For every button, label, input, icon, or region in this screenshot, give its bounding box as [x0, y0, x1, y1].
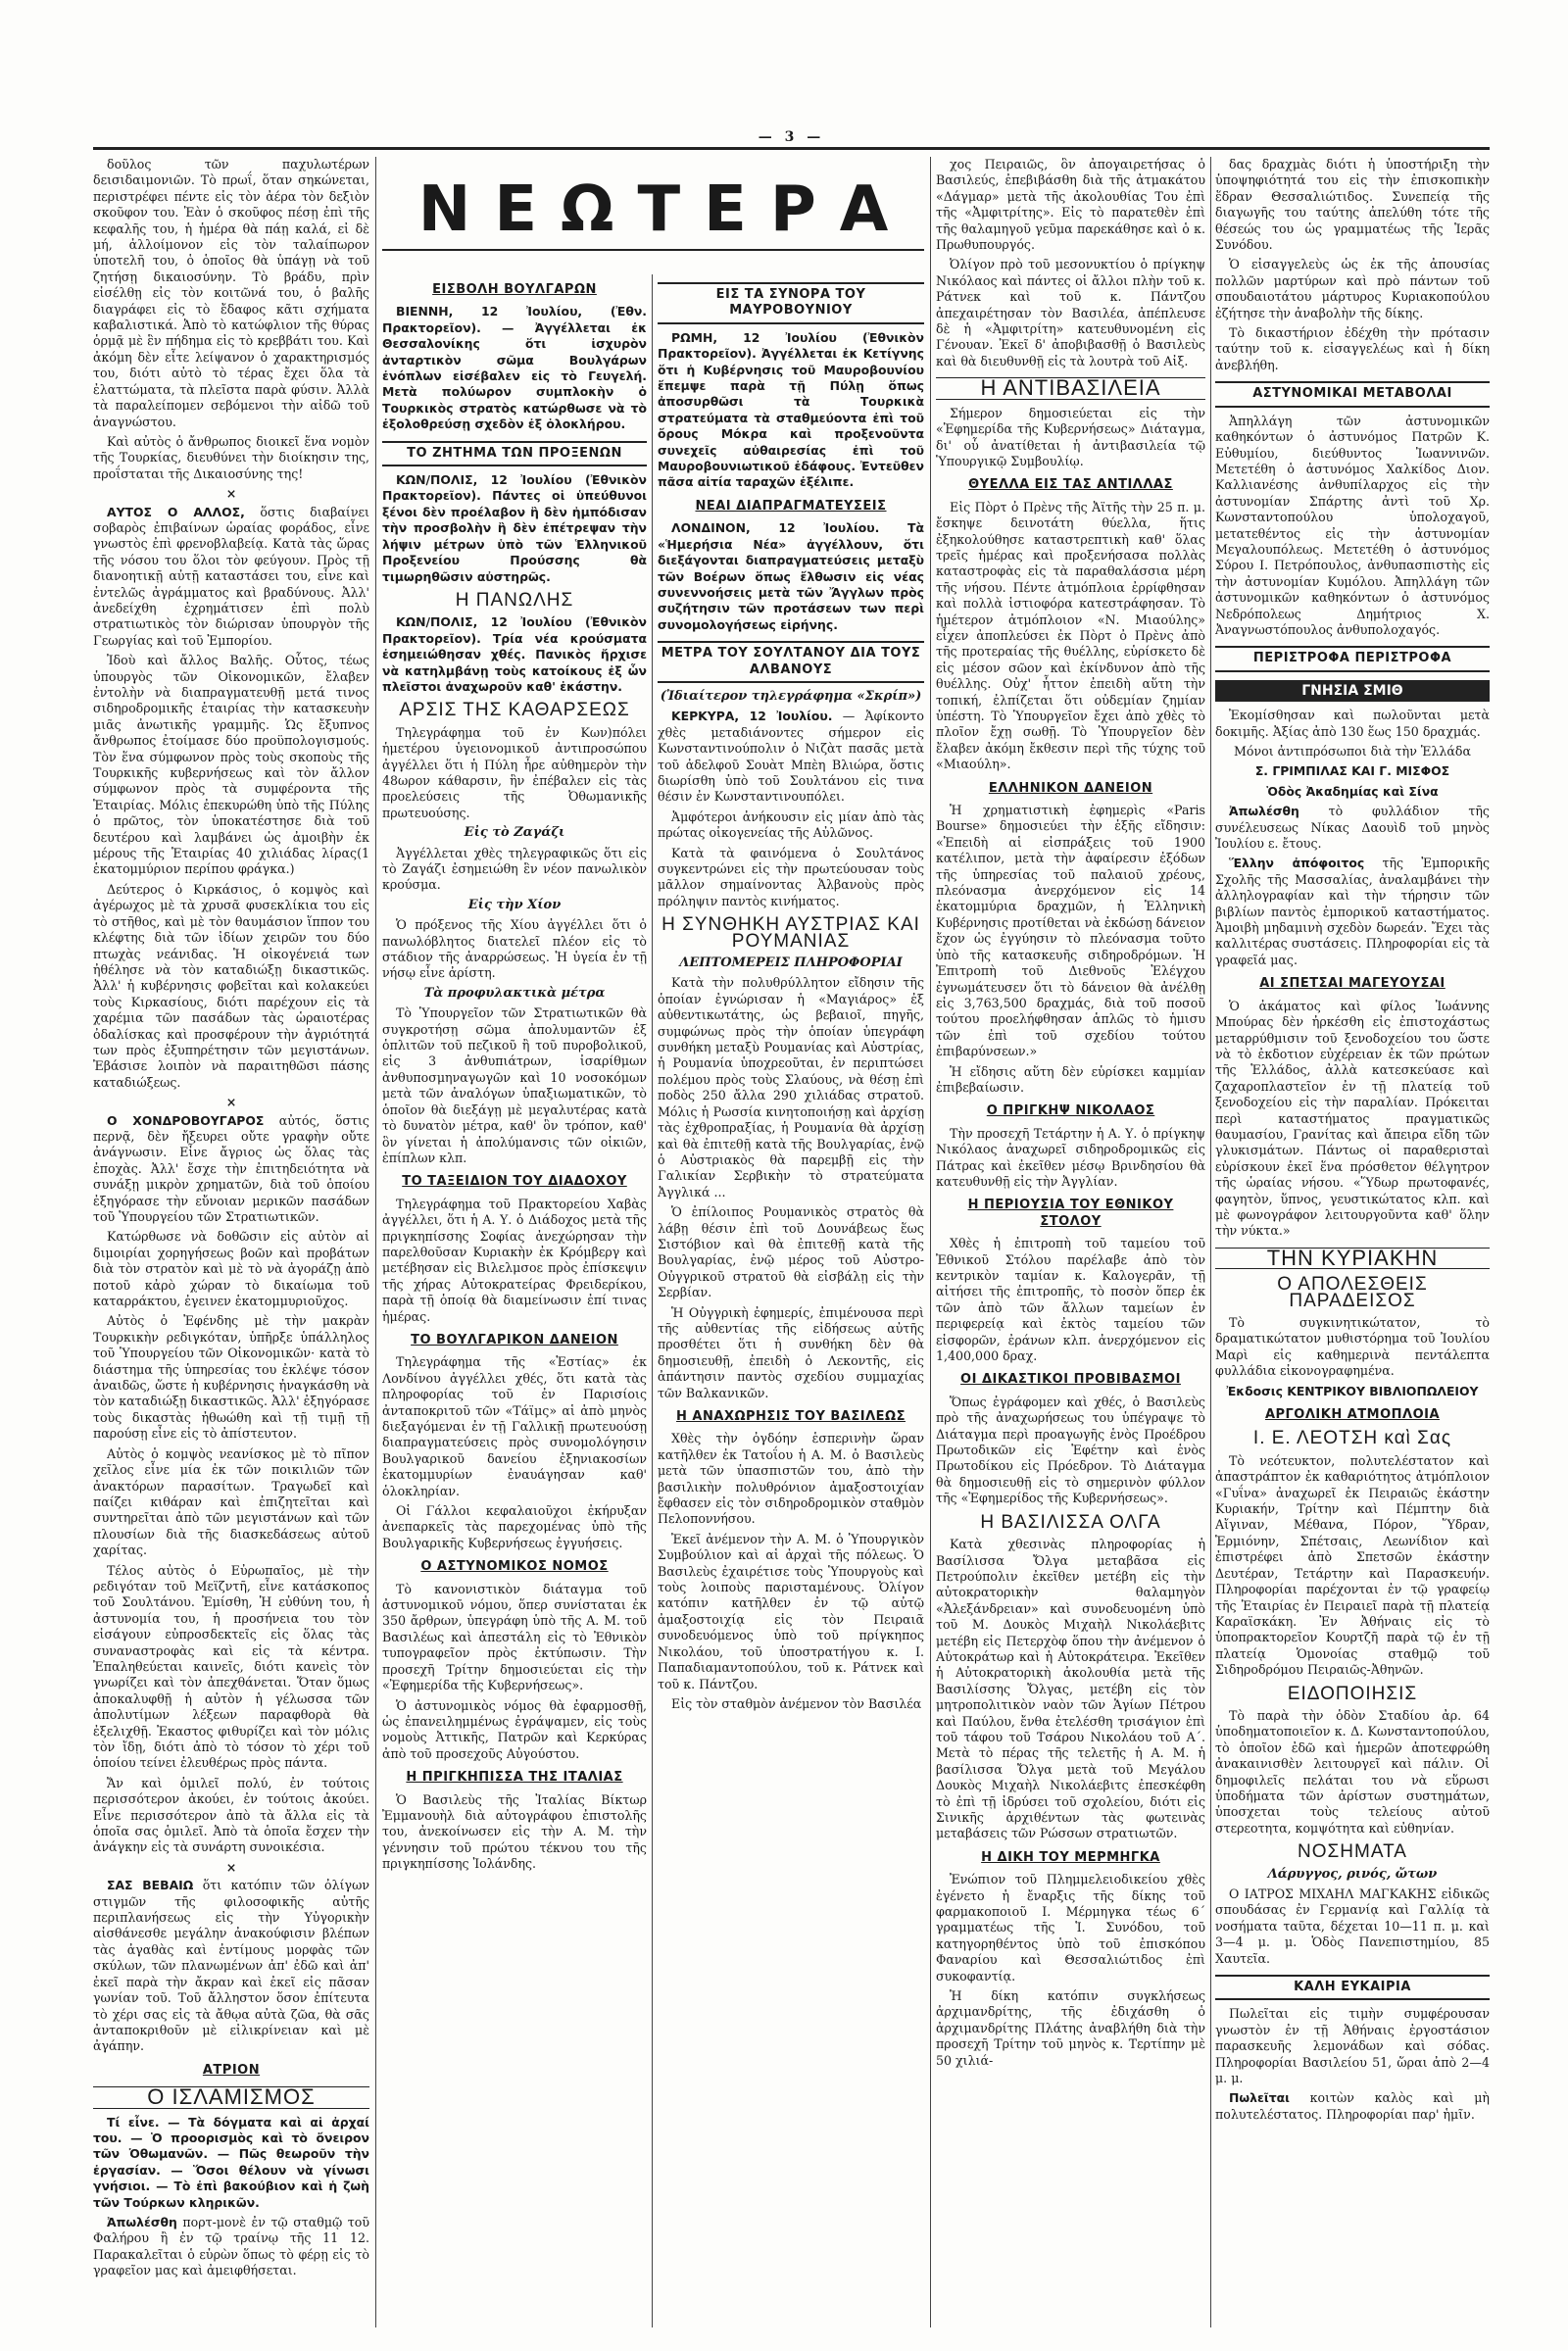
- dateline: ΚΩΝ/ΠΟΛΙΣ, 12 Ἰουλίου (Ἐθνικὸν Πρακτορεῖον).: [382, 614, 647, 646]
- col5-paragraph: Ὁ ἀκάματος καὶ φίλος Ἰωάννης Μπούρας δὲν ἠρκέσθη εἰς ἐπιστοχάστως μεταρρύθμισιν τοῦ ξενοδοχείου του ὥστε νὰ τὸ ἐκδοτιον εὐχέρειαν ἐκ τῶν πρώτων τῆς Ἑλλάδος, ἀλλὰ κατεσκεύασε καὶ ζαχαροπλαστεῖον ἐν τῇ πλατείᾳ τοῦ ξενοδοχείου εἰς τὴν παραλίαν. Πρόκειται περὶ καταστήματος πραγματικῶς θαυμασίου, Γρανίτας καὶ ἄπειρα εἴδη τῶν γλυκισμάτων. Πάντως οἱ παραθερισταὶ εὐρίσκουν ἐκεῖ ἕνα πρόσθετον θέλγητρον τῆς ὡραίας νήσου. «Ὕδωρ πρωτοφανές, φαγητὸν, ὕπνος, γευστικώτατος κλπ. καὶ μὲ φωνογράφον λειτουργοῦντα καθ' ὅλην τὴν νύκτα.»: [1215, 998, 1490, 1239]
- col1-paragraph: Τέλος αὐτὸς ὁ Εὐρωπαῖος, μὲ τὴν ρεδιγόταν τοῦ Μεϊζντῆ, εἶνε κατάσκοπος τοῦ Σουλτάνου. Ἐμίσθη, Ἡ εὐθύνη του, ἡ ἀστυνομία του, ἡ προσήνεια του τὸν εἰσάγουν εὐπροσδεκτεῖς εἰς ὅλας τὰς συναναστροφὰς καὶ εἰς τὰ κέντρα. Ἐπαληθεύεται καινεῖς, διότι κανεὶς τὸν γνωρίζει καὶ τὸν ἀπεχθάνεται. Ὅταν ὅμως ἀποκαλυφθῇ ἡ αὐτὸν ἡ γέλωσσα τῶν ἀπολυτίμων λέξεων παραφθορὰ θὰ ἐξελιχθῇ. Ἐκαστος φιθυρίζει καὶ τὸν μόλις τὸν ἴδῃ, διότι ἀπὸ τὸ τόσον τὸ χέρι τοῦ ὁποίου τείνει ἐλευθέρως πρὸς πάντα.: [93, 1562, 369, 1771]
- col5-paragraph: Μόνοι ἀντιπρόσωποι διὰ τὴν Ἑλλάδα: [1234, 744, 1471, 759]
- col2-paragraph: Τὸ Ὑπουργεῖον τῶν Στρατιωτικῶν θὰ συγκροτήσῃ σῶμα ἀπολυμαντῶν ἐξ ὁπλιτῶν τοῦ πεζικοῦ ἢ τοῦ πυροβολικοῦ, εἰς 3 ἀνθυπιάτρων, ἰσαρίθμων ἀνθυποσμηναγωγῶν καὶ 10 νοσοκόμων μετὰ τῶν ἀναλόγων ὑπαξιωματικῶν, τὸ ὁποῖον θὰ διεξάγῃ μὲ μεγαλυτέρας κατὰ τὸ δυνατὸν μέτρα, καθ' ὃν τρόπον, καθ' ὃν γίνεται ἡ ἀπολύμανσις τῶν οἰκιῶν, ἐπίπλων κλπ.: [382, 1005, 647, 1165]
- paragraph-text: πορτ-μονὲ ἐν τῷ σταθμῷ τοῦ Φαλήρου ἢ ἐν τῷ τραίνῳ τῆς 11 12. Παρακαλεῖται ὁ εὑρὼν ὅπως τὸ φέρῃ εἰς τὸ γραφεῖον μας καὶ ἀμειφθήσεται.: [93, 2214, 369, 2278]
- paragraph-text: — Ἀφίκοντο χθὲς μεταδιάνοντες σήμερον εἰς Κωνσταντινούπολιν ὁ Νιζὰτ πασᾶς μετὰ τοῦ ἀδελφοῦ Σουὰτ Μπὲη Βλιώρα, ὅστις διωρίσθη ὑπὸ τοῦ Σουλτάνου εἰς τινα θέσιν ἐν Κωνσταντινουπόλει.: [658, 709, 924, 805]
- paragraph-text: ὅτι διεξάγονται διαπραγματεύσεις μεταξὺ τῶν Βοέρων ὅπως ἔλθωσιν εἰς νέας συνεννοήσεις μετὰ τῶν Ἄγγλων πρὸς συζήτησιν τῶν προτάσεων των περὶ συνομολογήσεως εἰρήνης.: [658, 536, 924, 632]
- col1-paragraph: Αὐτὸς ὁ κομψὸς νεανίσκος μὲ τὸ πῖπον χεῖλος εἶνε μία ἐκ τῶν ποικιλιῶν τῶν ἀνακτόρων παρασίτων. Τραγωδεῖ καὶ παίζει κιθάραν καὶ ἐπιζητεῖται καὶ συντηρεῖται ἀπὸ τῶν μεγιστάνων καὶ τῶν πλουσίων διὰ τῆς διασκεδάσεως αὐτοῦ χαρίτας.: [93, 1445, 369, 1558]
- section-heading-large: ΝΟΣΗΜΑΤΑ: [1298, 1841, 1407, 1863]
- col4-paragraph: Εἰς Πὸρτ ὀ Πρὲνς τῆς Ἀϊτῆς τὴν 25 π. μ. ἔσκηψε δεινοτάτη θύελλα, ἥτις ἐξηκολούθησε καταστρεπτικὴ καθ' ὅλας τρεῖς ἡμέρας καὶ προξενήσασα πολλὰς καταστροφὰς εἰς τὰ παραθαλάσσια μέρη τῆς νήσου. Πέντε ἀτμόπλοια ἐρρίφθησαν καὶ πολλὰ ἱστιοφόρα κατεστράφησαν. Τὸ ἡμέτερον ἀτμόπλοιον «Ν. Μιαούλης» εἶχεν ἀποπλεύσει ἐκ Πὸρτ ὀ Πρὲνς ἀπὸ τῆς προτεραίας τῆς θυέλλης, εὑρίσκετο δὲ εἰς μέσον σῶον καὶ ἐκίνδυνον ἀπὸ τῆς θυέλλης. Οὐχ' ἧττον ἐπειδὴ αὕτη τὴν τοπική, ἐλπίζεται ὅτι οὐδεμίαν ζημίαν ὑπέστη. Τὸ Ὑπουργεῖον ἔχει ἀπὸ χθὲς τὸ πλοῖον ἔχῃ σωθῇ. Τὸ Ὑπουργεῖον δὲν ἔλαβεν ἀκόμη ἔκθεσιν περὶ τῆς τύχης τοῦ «Μιαούλη».: [936, 499, 1205, 772]
- col1-paragraph: Αὐτὸς ὁ Ἐφένδης μὲ τὴν μακρὰν Τουρκικὴν ρεδιγκόταν, ὑπῆρξε ὑπάλληλος τοῦ Ὑπουργείου τῶν Οἰκονομικῶν· κατὰ τὸ διάστημα τῆς ὑπηρεσίας του ἐκλέψε τόσον ἀναιδῶς, ὥστε ἡ κυβέρνησις ἠναγκάσθη νὰ τὸν καταδιώξῃ δικαστικῶς. Ἀλλ' ἐξηγόρασε τοὺς δικαστὰς ἠθωώθη καὶ τῇ τιμῇ τῇ παρούσῃ εἶνε εἰς τὸ ἀπίστευτον.: [93, 1313, 369, 1442]
- col3-paragraph: Χθὲς τὴν ὀγδόην ἑσπερινὴν ὥραν κατῆλθεν ἐκ Τατοΐου ἡ Α. Μ. ὁ Βασιλεὺς μετὰ τῶν ὑπασπιστῶν του, ἀπὸ τὴν βασιλικὴν πολυθρόνιον ἀμαξοστοιχίαν ἔφθασεν εἰς τὸν σιδηροδρομικὸν σταθμὸν Πελοποννήσου.: [658, 1431, 924, 1527]
- section-heading: Η ΑΝΑΧΩΡΗΣΙΣ ΤΟΥ ΒΑΣΙΛΕΩΣ: [676, 1409, 906, 1424]
- lead-in: ΣΑΣ ΒΕΒΑΙΩ: [107, 1878, 194, 1893]
- section-heading: ΕΛΛΗΝΙΚΟΝ ΔΑΝΕΙΟΝ: [988, 780, 1153, 796]
- col4-paragraph: Χθὲς ἡ ἐπιτροπὴ τοῦ ταμείου τοῦ Ἐθνικοῦ Στόλου παρέλαβε ἀπὸ τὸν κεντρικὸν ταμίαν κ. Καλογερᾶν, τῇ αἰτήσει τῆς ἐπιτροπῆς, τὸ ποσὸν ὅπερ ἐκ τῶν ἀπὸ τῶν ἄλλων ταμείων ἐν περιφερείᾳ καὶ ἐκτὸς ταμείου τῶν εἰσφορῶν, ἐράνων κλπ. ἀνερχόμενον εἰς 1,400,000 δραχ.: [936, 1236, 1205, 1364]
- paragraph-text: τὸ φυλλάδιον τῆς συνέλευσεως Νίκας Δαουὶδ τοῦ μηνὸς Ἰουλίου ε. ἔτους.: [1215, 804, 1490, 852]
- subheading: Τὰ προφυλακτικὰ μέτρα: [423, 985, 606, 1001]
- section-heading-large: Η ΑΝΤΙΒΑΣΙΛΕΙΑ: [936, 377, 1205, 399]
- col1-paragraph: [93, 2215, 369, 2279]
- ad-banner: ΓΝΗΣΙΑ ΣΜΙΘ: [1215, 680, 1490, 702]
- top-rule: [93, 147, 1490, 150]
- col3-paragraph: Κατὰ τὴν πολυθρύλλητον εἴδησιν τῆς ὁποίαν ἐγνώρισαν ἡ «Μαγιάρος» ἐξ αὐθεντικωτάτης, ὡς βεβαιοῖ, πηγῆς, συμφώνως πρὸς τὴν ὁποίαν ὑπεγράφη συνθήκη μεταξὺ Ρουμανίας καὶ Αὐστρίας, ἡ Ρουμανία ὑποχρεοῦται, ἐν περιπτώσει πολέμου πρὸς τοὺς Σλαύους, νὰ θέσῃ ἐπὶ ποδὸς 250 ἄλλα 290 χιλιάδας στρατοῦ. Μόλις ἡ Ρωσσία κινητοποιήσῃ καὶ ἀρχίσῃ τὰς ἐχθροπραξίας, ἡ Ρουμανία θὰ ἀρχίσῃ καὶ θὰ ἐπιτεθῇ κατὰ τῆς Βουλγαρίας, ἐνῷ ὁ Αὐστριακὸς θὰ παρεμβῇ εἰς τὴν Γαλικίαν Σερβικὴν τὸ στρατεύματα Ἀγγλικά ...: [658, 975, 924, 1200]
- column-rule: [1210, 157, 1211, 2327]
- col1-paragraph: [93, 505, 369, 650]
- col2-paragraph: Τὸ κανονιστικὸν διάταγμα τοῦ ἀστυνομικοῦ νόμου, ὅπερ συνίσταται ἐκ 350 ἄρθρων, ὑπεγράφη ὑπὸ τῆς Α. Μ. τοῦ Βασιλέως καὶ ἀπεστάλη εἰς τὸ Ἐθνικὸν τυπογραφεῖον πρὸς ἐκτύπωσιν. Τὴν προσεχῆ Τρίτην δημοσιεύεται εἰς τὴν «Ἐφημερίδα τῆς Κυβερνήσεως».: [382, 1581, 647, 1693]
- section-heading-large: Η ΣΥΝΘΗΚΗ ΑΥΣΤΡΙΑΣ ΚΑΙ ΡΟΥΜΑΝΙΑΣ: [662, 914, 920, 952]
- col2-paragraph: Τηλεγράφημα τοῦ Πρακτορείου Χαβὰς ἀγγέλλει, ὅτι ἡ Α. Υ. ὁ Διάδοχος μετὰ τῆς πριγκηπίσσης Σοφίας ἀνεχώρησαν τὴν παρελθοῦσαν Κυριακὴν ἐκ Κρόμβεργ καὶ μετέβησαν εἰς Βιλελμσοε πρὸς ἐπίσκεψιν τῆς χήρας Αὐτοκρατείρας Φρειδερίκου, παρὰ τῇ ὁποίᾳ θὰ διαμείνωσιν ἐπί τινας ἡμέρας.: [382, 1196, 647, 1324]
- lead-in: Ο ΧΟΝΔΡΟΒΟΥΓΑΡΟΣ: [107, 1112, 265, 1128]
- col4-paragraph: Σήμερον δημοσιεύεται εἰς τὴν «Ἐφημερίδα τῆς Κυβερνήσεως» Διάταγμα, δι' οὗ ἀνατίθεται ἡ ἀντιβασιλεία τῷ Ὑπουργικῷ Συμβουλίῳ.: [936, 405, 1205, 468]
- page-sheet: [93, 129, 1490, 2327]
- column-rule: [652, 274, 653, 2327]
- section-heading: ΑΣΤΥΝΟΜΙΚΑΙ ΜΕΤΑΒΟΛΑΙ: [1215, 381, 1490, 407]
- col4-paragraph: χος Πειραιῶς, ὃν ἀπογαιρετήσας ὁ Βασιλεύς, ἐπεβιβάσθη διὰ τῆς ἀτμακάτου «Δάγμαρ» μετὰ τῆς ἀκολουθίας Του ἐπὶ τῆς «Ἀμφιτρίτης». Εἰς τὸ παρατεθὲν ἐπὶ τῆς θαλαμηγοῦ γεῦμα παρεκάθησε καὶ ὁ κ. Πρωθυπουργός.: [936, 157, 1205, 253]
- section-heading-large: ΑΡΣΙΣ ΤΗΣ ΚΑΘΑΡΣΕΩΣ: [399, 700, 630, 721]
- section-heading: Η ΠΡΙΓΚΗΠΙΣΣΑ ΤΗΣ ΙΤΑΛΙΑΣ: [406, 1770, 623, 1786]
- masthead-block: [382, 167, 924, 253]
- dateline: ΡΩΜΗ, 12 Ἰουλίου (Ἐθνικὸν Πρακτορεῖον).: [658, 329, 924, 362]
- col4-paragraph: Τὴν προσεχῆ Τετάρτην ἡ Α. Υ. ὁ πρίγκηψ Νικόλαος ἀναχωρεῖ σιδηροδρομικῶς εἰς Πάτρας καὶ ἐκεῖθεν μέσῳ Βρινδησίου θὰ κατευθυνθῇ εἰς τὴν Ἀγγλίαν.: [936, 1125, 1205, 1189]
- col5-paragraph: Τὸ συγκινητικώτατον, τὸ δραματικώτατον μυθιστόρημα τοῦ Ἰουλίου Μαρὶ εἰς καθημερινὰ πεντάλεπτα φυλλάδια εἰκονογραφημένα.: [1215, 1315, 1490, 1379]
- section-heading: ΕΙΣΒΟΛΗ ΒΟΥΛΓΑΡΩΝ: [432, 282, 597, 297]
- lead-in: Πωλεῖται: [1229, 2090, 1290, 2106]
- col5-paragraph: δας δραχμὰς διότι ἡ ὑποστήριξη τὴν ὑποψηφιότητά του εἰς τὴν ἐπισκοπικὴν ἕδραν Θεσσαλιώτιδος. Συνεπείᾳ τῆς διαγωγῆς του ταύτης ἀπελύθη τότε τῆς θέσεώς του ὡς γραμματέως τῆς Ἱερᾶς Συνόδου.: [1215, 157, 1490, 253]
- col1-paragraph: [93, 1878, 369, 2054]
- col5-paragraph: Σ. ΓΡΙΜΠΙΛΑΣ ΚΑΙ Γ. ΜΙΣΦΟΣ: [1254, 763, 1450, 779]
- col1-paragraph: δοῦλος τῶν παχυλωτέρων δεισιδαιμονιῶν. Τὸ πρωΐ, ὅταν σηκώνεται, περιστρέφει πέντε εἰς τὸν ἀέρα τὸν δεξιὸν σκοῦφον του. Ἐὰν ὁ σκοῦφος πέσῃ ἐπὶ τῆς κεφαλῆς του, ἡ ἡμέρα θὰ πάῃ καλά, εἰ δὲ μή, ἀλλοίμονον εἰς τὸν ταλαίπωρον ὑποτελῆ του, ὁ ὁποῖος θὰ ὑπάγῃ νὰ τοῦ ζητήσῃ δικαιοσύνην. Τὸ βράδυ, πρὶν εἰσέλθῃ εἰς τὸν κοιτῶνά του, ὁ βαλῆς διαγράφει εἰς τὸ ἔδαφος κᾶτι σχήματα καβαλιστικά. Ἀπὸ τὸ κατώφλιον τῆς θύρας ὁρμᾷ μὲ ἓν πήδημα εἰς τὸ κρεββάτι του. Καὶ ἀκόμη δὲν εἶτε λείψανον ὁ χαρακτηρισμός του, διότι αὐτὸ τὸ τέρας ἔχει ὅλα τὰ ἐλαττώματα, τὰ πλεῖστα παρὰ φύσιν. Ἀλλὰ τὰ παραλείπομεν σεβόμενοι τὴν αἰδῶ τοῦ ἀναγνώστου.: [93, 157, 369, 429]
- col4-paragraph: Ὀλίγον πρὸ τοῦ μεσονυκτίου ὁ πρίγκηψ Νικόλαος καὶ πάντες οἱ ἄλλοι πλὴν τοῦ κ. Ράτνεκ καὶ τοῦ κ. Πάντζου ἀπεχαιρέτησαν τὸν Βασιλέα, ἀπέπλευσε δὲ ἡ «Ἀμφιτρίτη» κατευθυνομένη εἰς Γένουαν. Ἐκεῖ δ' ἀποβιβασθῇ ὁ Βασιλεὺς καὶ θὰ διευθυνθῇ εἰς τὰ λουτρὰ τοῦ Αἰξ.: [936, 257, 1205, 368]
- col2-paragraph: Ὁ ἀστυνομικὸς νόμος θὰ ἐφαρμοσθῇ, ὡς ἐπανειλημμένως ἐγράψαμεν, εἰς τοὺς νομοὺς Ἀττικῆς, Πατρῶν καὶ Κερκύρας ἀπὸ τοῦ προσεχοῦς Αὐγούστου.: [382, 1697, 647, 1761]
- col2-paragraph: Τηλεγράφημα τῆς «Ἑστίας» ἐκ Λονδίνου ἀγγέλλει χθές, ὅτι κατὰ τὰς πληροφορίας τοῦ ἐν Παρισίοις ἀνταποκριτοῦ τῶν «Τάϊμς» αἱ ἀπὸ μηνὸς διεξαγόμεναι ἐν τῇ Γαλλικῇ πρωτευούσῃ διαπραγματεύσεις πρὸς συνομολόγησιν Βουλγαρικοῦ δανείου ἐξηνιακοσίων ἑκατομμυρίων ἐναυάγησαν καθ' ὁλοκληρίαν.: [382, 1354, 647, 1498]
- column-4: [936, 157, 1205, 2327]
- col2-paragraph: Οἱ Γάλλοι κεφαλαιοῦχοι ἐκήρυξαν ἀνεπαρκεῖς τὰς παρεχομένας ὑπὸ τῆς Βουλγαρικῆς Κυβερνήσεως ἐγγυήσεις.: [382, 1503, 647, 1550]
- section-heading-large: ΤΗΝ ΚΥΡΙΑΚΗΝ: [1215, 1248, 1490, 1269]
- col2-paragraph: Ὁ Βασιλεὺς τῆς Ἰταλίας Βίκτωρ Ἐμμανουὴλ διὰ αὐτογράφου ἐπιστολῆς του, ἀνεκοίνωσεν εἰς τὴν Α. Μ. τὴν γέννησιν τοῦ πρώτου τέκνου του τῆς πριγκηπίσσης Ἰολάνδης.: [382, 1791, 647, 1872]
- col5-paragraph: Ὁδὸς Ἀκαδημίας καὶ Σίνα: [1266, 783, 1439, 799]
- lead-in: Ἀπωλέσθη: [107, 2214, 177, 2229]
- section-heading: ΑΤΡΙΟΝ: [202, 2062, 261, 2078]
- section-heading: ΑΡΓΟΛΙΚΗ ΑΤΜΟΠΛΟΙΑ: [1264, 1407, 1441, 1423]
- paragraph-text: — Ἀγγέλλεται ἐκ Θεσσαλονίκης ὅτι ἰσχυρὸν ἀνταρτικὸν σῶμα Βουλγάρων ἐνόπλων εἰσέβαλεν εἰς τὸ Γευγελή. Μετὰ πολύωρον συμπλοκὴν ὁ Τουρκικὸς στρατὸς κατώρθωσε νὰ τὸ ἐξολοθρεύσῃ σχεδὸν ἐξ ὁλοκλήρου.: [382, 319, 647, 432]
- paragraph-text: ὅστις διαβαίνει σοβαρὸς ἐπιβαίνων ὡραίας φοράδος, εἶνε γνωστὸς ἐπὶ φρενοβλαβείᾳ. Κατὰ τὰς ὥρας τῆς νόσου του ὅλοι τὸν φεύγουν. Πρὸς τῇ διανοητικῇ αὐτῇ καταστάσει του, εἶνε καὶ ἐντελῶς ἀγράμματος καὶ βραδύνους. Ἀλλ' ἀνεδείχθη ἐχρημάτισεν ἐπὶ πολὺ στρατιωτικὸς τὸν διώρισαν ὑπουργὸν τῆς Γεωργίας καὶ τοῦ Ἐμπορίου.: [93, 504, 369, 648]
- paragraph-text: τῆς Ἐμπορικῆς Σχολῆς τῆς Μασσαλίας, ἀναλαμβάνει τὴν ἀλληλογραφίαν καὶ τὴν τήρησιν τῶν βιβλίων παντὸς ἐμπορικοῦ καταστήματος. Ἀμοιβὴ μηδαμινὴ σχεδὸν δωρεάν. Ἔχει τὰς καλλιτέρας συστάσεις. Πληροφορίαι εἰς τὰ γραφεῖά μας.: [1215, 856, 1490, 967]
- column-2: [382, 274, 647, 2327]
- dateline: ΚΕΡΚΥΡΑ, 12 Ἰουλίου.: [671, 709, 833, 724]
- col4-paragraph: Ἡ χρηματιστικὴ ἐφημερὶς «Paris Bourse» δημοσιεύει τὴν ἑξῆς εἴδησιν: «Ἐπειδὴ αἱ εἰσπράξεις τοῦ 1900 κατέλιπον, μετὰ τὴν ἀφαίρεσιν ἐξόδων τῆς ὑπηρεσίας τοῦ παλαιοῦ χρέους, πλεόνασμα ἀνερχόμενον εἰς 14 ἑκατομμύρια δραχμῶν, ἡ Ἑλληνικὴ Κυβέρνησις προτίθεται νὰ ἐκδώσῃ δάνειον ἔχον ὡς ἐγγύησιν τὸ πλεόνασμα τοῦτο ὑπὸ τῆς κατασκευῆς σιδηροδρόμων. Ἡ Ἐπιτροπὴ τοῦ Διεθνοῦς Ἐλέγχου ἐγνωμάτευσεν ὅτι τὸ δάνειον θὰ ἀνέλθῃ εἰς 3,763,500 δραχμάς, διὰ τοῦ ποσοῦ τούτου προελήφθησαν ἁπλῶς τὸ ἡμισυ τῶν ἐπὶ τοῦ σχεδίου τούτου ἐπιβαρύνσεων.»: [936, 803, 1205, 1059]
- section-heading: ΚΑΛΗ ΕΥΚΑΙΡΙΑ: [1215, 1975, 1490, 2000]
- column-3: [658, 274, 924, 2327]
- col5-paragraph: Τὸ δικαστήριον ἐδέχθη τὴν πρότασιν ταύτην τοῦ κ. εἰσαγγελέως καὶ ἡ δίκη ἀνεβλήθη.: [1215, 325, 1490, 372]
- section-heading: ΑΙ ΣΠΕΤΣΑΙ ΜΑΓΕΥΟΥΣΑΙ: [1259, 976, 1446, 992]
- section-heading-large: Ο ΑΠΟΛΕΣΘΕΙΣ ΠΑΡΑΔΕΙΣΟΣ: [1277, 1274, 1428, 1311]
- col3-paragraph: Εἰς τὸν σταθμὸν ἀνέμενον τὸν Βασιλέα: [671, 1695, 922, 1711]
- col3-paragraph: [658, 709, 924, 805]
- paragraph-text: Ἀγγέλλεται ἐκ Κετίγνης ὅτι ἡ Κυβέρνησις τοῦ Μαυροβουνίου ἔπεμψε παρὰ τῇ Πύλῃ ὅπως ἀποσυρθῶσι τὰ Τουρκικὰ στρατεύματα τὰ σταθμεύοντα ἐπὶ τοῦ ὄρους Μόκρα καὶ προξενοῦντα συνεχεῖς αὐθαιρεσίας ἐπὶ τοῦ Μαυροβουνιωτικοῦ ἐδάφους. Ἐντεῦθεν πᾶσα αἰτία ταραχῶν ἐξέλιπε.: [658, 346, 924, 490]
- subheading: (Ἰδιαίτερον τηλεγράφημα «Σκρίπ»): [660, 688, 922, 704]
- section-heading: ΘΥΕΛΛΑ ΕΙΣ ΤΑΣ ΑΝΤΙΛΛΑΣ: [968, 477, 1173, 493]
- section-heading: ΜΕΤΡΑ ΤΟΥ ΣΟΥΛΤΑΝΟΥ ΔΙΑ ΤΟΥΣ ΑΛΒΑΝΟΥΣ: [658, 641, 924, 683]
- col4-paragraph: Ἡ δίκη κατόπιν συγκλήσεως ἀρχιμανδρίτης, τῆς ἐδιχάσθη ὁ ἀρχιμανδρίτης Πλάτης ἀναβλήθη διὰ τὴν προσεχῆ Τρίτην τοῦ μηνὸς κ. Τερτίπην μὲ 50 χιλιά-: [936, 1988, 1205, 2068]
- col5-paragraph: Ἀπηλλάγη τῶν ἀστυνομικῶν καθηκόντων ὁ ἀστυνόμος Πατρῶν Κ. Εὐθυμίου, διεύθυντος Ἰωαννινῶν. Μετετέθη ὁ ἀστυνόμος Χαλκίδος Διον. Καλλιανέσης ἀνθυπίλαρχος εἰς τὴν ἀστυνομίαν Σπάρτης ἀντὶ τοῦ Χρ. Κωνσταντοπούλου ὑπολοχαγοῦ, μετατεθέντος εἰς τὴν ἀστυνομίαν Μεγαλουπόλεως. Μετετέθη ὁ ἀστυνόμος Σύρου Ι. Πετρόπουλος, ἀνθυπασπιστὴς εἰς τὴν ἀστυνομίαν Κυμόλου. Ἀπηλλάγη τῶν ἀστυνομικῶν καθηκόντων ὁ ἀστυνόμος Νεδρόπολεως Δημήτριος Χ. Ἀναγνωστόπουλος ἀνθυπολοχαγός.: [1215, 413, 1490, 637]
- col4-paragraph: Κατὰ χθεσινὰς πληροφορίας ἡ Βασίλισσα Ὄλγα μεταβᾶσα εἰς Πετρούπολιν ἐκεῖθεν μετέβη εἰς τὴν αὐτοκρατορικὴν θαλαμηγὸν «Ἀλεξάνδρειαν» καὶ συνοδευομένη ὑπὸ τοῦ Μ. Δουκὸς Μιχαὴλ Νικολάεβιτς μετέβη εἰς Πετερχὸφ ὅπου τὴν ἀνέμενον ὁ Αὐτοκράτωρ καὶ ἡ Αὐτοκράτειρα. Ἐκεῖθεν ἡ Αὐτοκρατορικὴ ἀκολουθία μετὰ τῆς Βασιλίσσης Ὄλγας, μετέβη εἰς τὸν μητροπολιτικὸν ναὸν τῶν Ἁγίων Πέτρου καὶ Παύλου, ἔνθα ἐτελέσθη τρισάγιον ἐπὶ τοῦ τάφου τοῦ Τσάρου Νικολάου τοῦ Α΄. Μετὰ τὸ πέρας τῆς τελετῆς ἡ Α. Μ. ἡ βασίλισσα Ὄλγα μετὰ τοῦ Μεγάλου Δουκὸς Μιχαὴλ Νικολάεβιτς ἐπεσκέφθη τὸ ἐπὶ τῇ ἰδρύσει τοῦ σχολείου, διότι εἰς Σινικῆς ἀρχιθέντων τὰς φωτεινὰς μεταβάσεις τῶν Ρώσσων στρατιωτῶν.: [936, 1537, 1205, 1841]
- col3-paragraph: [658, 330, 924, 491]
- col1-paragraph: [93, 1113, 369, 1226]
- section-heading: Ο ΠΡΙΓΚΗΨ ΝΙΚΟΛΑΟΣ: [986, 1103, 1155, 1119]
- col5-paragraph: Πωλεῖται εἰς τιμὴν συμφέρουσαν γνωστὸν ἐν τῇ Ἀθήναις ἐργοστάσιον παρασκευῆς λεμονάδων καὶ σόδας. Πληροφορίαι Βασιλείου 51, ὥραι ἀπὸ 2—4 μ. μ.: [1215, 2006, 1490, 2086]
- masthead-rule: [382, 249, 924, 251]
- col3-paragraph: Ἀμφότεροι ἀνήκουσιν εἰς μίαν ἀπὸ τὰς πρώτας οἰκογενείας τῆς Αὐλῶνος.: [658, 808, 924, 841]
- col5-paragraph: Τὸ παρὰ τὴν ὁδὸν Σταδίου ἀρ. 64 ὑποδηματοποιεῖον κ. Δ. Κωνσταντοπούλου, τὸ ὁποῖον ἐδῶ καὶ ἡμερῶν ἀποτεφρώθη ἀνακαινισθὲν λειτουργεῖ καὶ πάλιν. Οἱ δημοφιλεῖς πελάται του νὰ εὕρωσι ὑποδήματα τῶν ἀρίστων συστημάτων, ὑποσχεται τοὺς τελείους αὐτοῦ στερεοτητα, κομψότητα καὶ εὐθηνίαν.: [1215, 1707, 1490, 1836]
- col2-paragraph: Ἀγγέλλεται χθὲς τηλεγραφικῶς ὅτι εἰς τὸ Ζαγάζι ἐσημειώθη ἓν νέον πανωλικὸν κρούσμα.: [382, 845, 647, 893]
- col5-paragraph: Τὸ νεότευκτον, πολυτελέστατον καὶ ἀπαστράπτον ἐκ καθαριότητος ἀτμόπλοιον «Γυΐνα» ἀναχωρεῖ ἐκ Πειραιῶς ἑκάστην Κυριακήν, Τρίτην καὶ Πέμπτην διὰ Αἴγιναν, Μέθανα, Πόρον, Ὕδραν, Ἑρμιόνην, Σπέτσαις, Λεωνίδιον καὶ ἐπιστρέφει ἀπὸ Σπετσῶν ἑκάστην Δευτέραν, Τετάρτην καὶ Παρασκευήν. Πληροφορίαι παρέχονται ἐν τῷ γραφείῳ τῆς Ἑταιρίας ἐν Πειραιεῖ παρὰ τῇ πλατείᾳ Καραϊσκάκη. Ἐν Ἀθήναις εἰς τὸ ὑποπρακτορεῖον Κουρτζῆ παρὰ τῷ ἐν τῇ πλατείᾳ Ὁμονοίας σταθμῷ τοῦ Σιδηροδρόμου Πειραιῶς-Ἀθηνῶν.: [1215, 1452, 1490, 1678]
- section-heading: ΤΟ ΖΗΤΗΜΑ ΤΩΝ ΠΡΟΞΕΝΩΝ: [382, 441, 647, 466]
- section-heading: Η ΠΕΡΙΟΥΣΙΑ ΤΟΥ ΕΘΝΙΚΟΥ ΣΤΟΛΟΥ: [967, 1198, 1174, 1229]
- section-heading: ΤΟ ΤΑΞΕΙΔΙΟΝ ΤΟΥ ΔΙΑΔΟΧΟΥ: [402, 1174, 627, 1190]
- dateline: ΛΟΝΔΙΝΟΝ, 12 Ἰουλίου. Τὰ «Ἡμερήσια Νέα» ἀγγέλλουν,: [658, 520, 924, 552]
- paragraph-text: αὐτός, ὅστις περνᾷ, δὲν ἤξευρει οὔτε γραφὴν οὔτε ἀνάγνωσιν. Εἶνε ἄγριος ὡς ὅλας τὰς ἐποχὰς. Ἀλλ' ἔσχε τὴν ἐπιτηδειότητα νὰ συνάξῃ μικρὸν χρηματῶν, διὰ τοῦ ὁποίου ἐξηγόρασε τὴν εὔνοιαν μερικῶν πασάδων τοῦ Ὑπουργείου τῶν Στρατιωτικῶν.: [93, 1112, 369, 1224]
- dateline: ΚΩΝ/ΠΟΛΙΣ, 12 Ἰουλίου (Ἐθνικὸν Πρακτορεῖον).: [382, 472, 647, 504]
- col3-paragraph: Κατὰ τὰ φαινόμενα ὁ Σουλτάνος συγκεντρώνει εἰς τὴν πρωτεύουσαν τοὺς μᾶλλον σημαίνοντας Ἀλβανοὺς πρὸς πρόληψιν παντὸς κινήματος.: [658, 845, 924, 908]
- column-rule: [375, 157, 376, 2327]
- column-5: [1215, 157, 1490, 2327]
- col2-paragraph: Ὁ πρόξενος τῆς Χίου ἀγγέλλει ὅτι ὁ πανωλόβλητος διατελεῖ πλέον εἰς τὸ στάδιον τῆς ἀναρρώσεως. Ἡ ὑγεία ἐν τῇ νήσῳ εἶνε ἀρίστη.: [382, 917, 647, 981]
- col3-paragraph: Ἐκεῖ ἀνέμενον τὴν Α. Μ. ὁ Ὑπουργικὸν Συμβούλιον καὶ αἱ ἀρχαὶ τῆς πόλεως. Ὁ Βασιλεὺς ἐχαιρέτισε τοὺς Ὑπουργοὺς καὶ τοὺς λοιποὺς παρισταμένους. Ὀλίγον κατόπιν κατῆλθεν ἐν τῷ αὐτῷ ἀμαξοστοιχίᾳ εἰς τὸν Πειραιᾶ συνοδευόμενος ὑπὸ τοῦ πρίγκηπος Νικολάου, τοῦ ὑποστρατήγου κ. Ι. Παπαδιαμαντοπούλου, τοῦ κ. Ράτνεκ καὶ τοῦ κ. Πάντζου.: [658, 1531, 924, 1691]
- section-heading: ΟΙ ΔΙΚΑΣΤΙΚΟΙ ΠΡΟΒΙΒΑΣΜΟΙ: [960, 1372, 1181, 1388]
- col1-paragraph: Καὶ αὐτὸς ὁ ἄνθρωπος διοικεῖ ἕνα νομὸν τῆς Τουρκίας, διευθύνει τὴν διοίκησιν της, προΐσταται τῆς Δικαιοσύνης της!: [93, 433, 369, 481]
- col5-paragraph: Ὁ εἰσαγγελεὺς ὡς ἐκ τῆς ἀπουσίας πολλῶν μαρτύρων καὶ πρὸ πάντων τοῦ σπουδαιοτάτου μάρτυρος Κυριακοπούλου ἐζήτησε τὴν ἀναβολὴν τῆς δίκης.: [1215, 257, 1490, 320]
- col2-paragraph: [382, 472, 647, 585]
- col5-paragraph: Ἐκομίσθησαν καὶ πωλοῦνται μετὰ δοκιμῆς. Ἀξίας ἀπὸ 130 ἕως 150 δραχμάς.: [1215, 708, 1490, 739]
- lead-in: Ἕλλην ἀπόφοιτος: [1229, 856, 1365, 871]
- col4-paragraph: Ὅπως ἐγράφομεν καὶ χθές, ὁ Βασιλεὺς πρὸ τῆς ἀναχωρήσεως του ὑπέγραψε τὸ Διάταγμα περὶ προαγωγῆς ἑνὸς Προέδρου Πρωτοδικῶν εἰς Ἐφέτην καὶ ἑνὸς Πρωτοδίκου εἰς Πρόεδρον. Τὸ Διάταγμα θὰ δημοσιευθῇ εἰς τὸ σημερινὸν φύλλον τῆς «Ἐφημερίδος τῆς Κυβερνήσεως».: [936, 1394, 1205, 1506]
- column-rule: [930, 157, 931, 2327]
- col4-paragraph: Ἐνώπιον τοῦ Πλημμελειοδικείου χθὲς ἐγένετο ἡ ἔναρξις τῆς δίκης τοῦ φαρμακοποιοῦ Ι. Μέρμηγκα τέως 6΄ γραμματέως τῆς Ἱ. Συνόδου, τοῦ κατηγορηθέντος ὑπὸ τοῦ ἐπισκόπου Φαναρίου καὶ Θεσσαλιώτιδος ἐπὶ συκοφαντίᾳ.: [936, 1872, 1205, 1984]
- col5-paragraph: [1215, 856, 1490, 968]
- col1-paragraph: Δεύτερος ὁ Κιρκάσιος, ὁ κομψὸς καὶ ἀγέρωχος μὲ τὰ χρυσᾶ φυσεκλίκια του εἰς τὸ στῆθος, καὶ μὲ τὸν θαυμάσιον ἵππον του κλέφτης διὰ τῶν ἰδίων χειρῶν του δύο πτωχὰς νεάνιδας. Ἡ οἰκογένειά των ἠθέλησε νὰ τὸν καταδιώξῃ δικαστικῶς. Ἀλλ' ἡ κυβέρνησις φοβεῖται καὶ κολακεύει τοὺς Κιρκασίους, διότι παρέχουν εἰς τὰ χαρέμια τῶν πασάδων τὰς ὡραιοτέρας ὀδαλίσκας καὶ προσφέρουν τὴν ἀγριότητά των πρὸς ἐξυπηρέτησιν τῶν μεγιστάνων. Ἐβάσισε λοιπὸν νὰ παραιτηθῶσι πάσης καταδιώξεως.: [93, 881, 369, 1090]
- col2-paragraph: [382, 614, 647, 695]
- section-heading-large: Η ΒΑΣΙΛΙΣΣΑ ΟΛΓΑ: [980, 1511, 1161, 1533]
- subheading: Λάρυγγος, ρινός, ὤτων: [1267, 1866, 1438, 1882]
- col1-paragraph: Ἄν καὶ ὁμιλεῖ πολύ, ἐν τούτοις περισσότερον ἀκούει, ἐν τούτοις ἀκούει. Εἶνε περισσότερον ἀπὸ τὰ ἄλλα εἰς τὰ ὁποῖα σας ὁμιλεῖ. Ἀπὸ τὰ ὁποῖα ἔσχεν τὴν ἀνάγκην εἰς τὰ συνάρτη συνοικέσια.: [93, 1775, 369, 1855]
- separator: ×: [225, 1095, 237, 1110]
- subheading: ΛΕΠΤΟΜΕΡΕΙΣ ΠΛΗΡΟΦΟΡΙΑΙ: [679, 955, 903, 971]
- lead-in: Ἀπωλέσθη: [1229, 804, 1299, 819]
- folio: — 3 —: [758, 129, 825, 145]
- section-heading: ΝΕΑΙ ΔΙΑΠΡΑΓΜΑΤΕΥΣΕΙΣ: [695, 498, 887, 514]
- section-heading: ΕΙΣ ΤΑ ΣΥΝΟΡΑ ΤΟΥ ΜΑΥΡΟΒΟΥΝΙΟΥ: [658, 282, 924, 324]
- dateline: ΒΙΕΝΝΗ, 12 Ἰουλίου, (Ἐθν. Πρακτορεῖον).: [382, 304, 647, 335]
- separator: ×: [225, 1859, 237, 1875]
- col2-paragraph: Τηλεγράφημα τοῦ ἐν Κων)πόλει ἡμετέρου ὑγειονομικοῦ ἀντιπροσώπου ἀγγέλλει ὅτι ἡ Πύλη ἦρε αὐθημερὸν τὴν 48ωρον κάθαρσιν, ἣν ἐπέβαλεν εἰς τὰς προελεύσεις τῆς Ὀθωμανικῆς πρωτευούσης.: [382, 724, 647, 820]
- col5-paragraph: [1215, 804, 1490, 852]
- section-heading: Η ΔΙΚΗ ΤΟΥ ΜΕΡΜΗΓΚΑ: [981, 1849, 1160, 1865]
- col5-paragraph: Ο ΙΑΤΡΟΣ ΜΙΧΑΗΛ ΜΑΓΚΑΚΗΣ εἰδικῶς σπουδάσας ἐν Γερμανίᾳ καὶ Γαλλίᾳ τὰ νοσήματα ταῦτα, δέχεται 10—11 π. μ. καὶ 3—4 μ. μ. Ὁδὸς Πανεπιστημίου, 85 Χαυτεῖα.: [1215, 1886, 1490, 1966]
- section-heading-large: Ι. Ε. ΛΕΟΤΣΗ καὶ Σας: [1252, 1428, 1452, 1449]
- col3-paragraph: Ἡ Οὐγγρικὴ ἐφημερίς, ἐπιμένουσα περὶ τῆς αὐθεντίας τῆς εἰδήσεως αὐτῆς προσθέτει ὅτι ἡ συνθήκη δὲν θὰ δημοσιευθῇ, ἐπειδὴ ὁ Λεκοντῆς, εἰς ἀπάντησιν παντὸς σχεδίου συμμαχίας τῶν Βαλκανικῶν.: [658, 1304, 924, 1400]
- column-1: [93, 157, 369, 2327]
- paragraph-text: Τρία νέα κρούσματα ἐσημειώθησαν χθές. Πανικὸς ἤρχισε νὰ κατηλμβάνῃ τοὺς κατοίκους ἐξ ὧν πλεῖστοι ἀναχωροῦν καθ' ἑκάστην.: [382, 630, 647, 694]
- paragraph-text: ὅτι κατόπιν τῶν ὀλίγων στιγμῶν τῆς φιλοσοφικῆς αὐτῆς περιπλανήσεως εἰς τὴν Υὐγορικὴν αἰσθάνεσθε μεγάλην ἀνακούφισιν βλέπων τὰς ἀγαθὰς καὶ ἐντίμους μορφὰς τῶν σκύλων, τῶν πλανωμένων ἀπ' ἐδῶ καὶ ἀπ' ἐκεῖ παρὰ τὴν ἄκραν καὶ ἐκεῖ εἰς πᾶσαν γωνίαν τοῦ. Τοῦ ἄλληστον ὅσον ἐπίτευτα τὸ χέρι σας εἰς τὰ ἄθῳα αὐτὰ ζῶα, θὰ σᾶς ἀνταποκριθοῦν μὲ εἰλικρίνειαν καὶ μὲ ἀγάπην.: [93, 1878, 369, 2054]
- col4-paragraph: Ἡ εἴδησις αὕτη δὲν εὑρίσκει καμμίαν ἐπιβεβαίωσιν.: [936, 1063, 1205, 1095]
- col2-paragraph: [382, 304, 647, 432]
- section-heading: ΠΕΡΙΣΤΡΟΦΑ ΠΕΡΙΣΤΡΟΦΑ: [1215, 646, 1490, 671]
- section-heading-large: Η ΠΑΝΩΛΗΣ: [455, 589, 574, 611]
- section-heading-large: Ο ΙΣΛΑΜΙΣΜΟΣ: [93, 2086, 369, 2108]
- col1-paragraph: Ἰδοὺ καὶ ἄλλος Βαλῆς. Οὗτος, τέως ὑπουργὸς τῶν Οἰκονομικῶν, ἔλαβεν ἐντολὴν νὰ διαπραγματευθῇ μετά τινος σιδηροδρομικῆς ἑταιρίας τὴν κατασκευὴν μιᾶς ἀνωτικῆς γραμμῆς. Ὡς ἔξυπνος ἄνθρωπος ἐτοίμασε δύο προϋπολογισμούς. Τὸν ἕνα σύμφωνον πρὸς τοὺς σκοποὺς τῆς Τουρκικῆς κυβερνήσεως καὶ τὸν ἄλλον σύμφωνον πρὸς τὰ συμφέροντα τῆς Ἑταιρίας. Μόλις ἐπεκυρώθη ὑπὸ τῆς Πύλης ὁ πρῶτος, τὸν ὑποκατέστησε διὰ τοῦ δευτέρου καὶ λαμβάνει ὡς ἀμοιβὴν ἐκ μέρους τῆς Ἑταιρίας 40 χιλιάδας λίρας(1 ἑκατομμύριον περίπου φράγκα.): [93, 653, 369, 877]
- col3-paragraph: [658, 520, 924, 633]
- separator: ×: [225, 486, 237, 502]
- col1-paragraph: Τί εἶνε. — Τὰ δόγματα καὶ αἱ ἀρχαί του. — Ὁ προορισμὸς καὶ τὸ ὄνειρον τῶν Ὀθωμανῶν. — Πῶς θεωροῦν τὴν ἐργασίαν. — Ὅσοι θέλουν νὰ γίνωσι γνήσιοι. — Τὸ ἐπὶ βακούβιον καὶ ἡ ζωὴ τῶν Τούρκων κληρικῶν.: [93, 2114, 369, 2210]
- section-heading-large: ΕΙΔΟΠΟΙΗΣΙΣ: [1287, 1683, 1418, 1704]
- col5-paragraph: [1215, 2090, 1490, 2123]
- section-heading: ΤΟ ΒΟΥΛΓΑΡΙΚΟΝ ΔΑΝΕΙΟΝ: [411, 1332, 618, 1347]
- col5-paragraph: Ἐκδοσις ΚΕΝΤΡΙΚΟΥ ΒΙΒΛΙΟΠΩΛΕΙΟΥ: [1226, 1383, 1479, 1398]
- section-heading: Ο ΑΣΤΥΝΟΜΙΚΟΣ ΝΟΜΟΣ: [420, 1559, 609, 1575]
- lead-in: ΑΥΤΟΣ Ο ΑΛΛΟΣ,: [107, 504, 245, 519]
- subheading: Εἰς τὴν Χίον: [467, 897, 562, 912]
- col1-paragraph: Κατώρθωσε νὰ δοθῶσιν εἰς αὐτὸν αἱ διμοιρίαι χορηγήσεως βοῶν καὶ προβάτων διὰ τὸν στρατὸν καὶ μὲ τὸ νὰ ἀγοράζῃ ἀπὸ ποτοῦ κἀρὸ χώραν τὸ δικαίωμα τοῦ καταρράκτου, ἐγεινεν ἑκατομμυριοῦχος.: [93, 1229, 369, 1309]
- paragraph-text: Πάντες οἱ ὑπεύθυνοι ξένοι δὲν προέλαβον ἢ δὲν ἠμπόδισαν τὴν προσβολὴν ἢ δὲν ἐπέτρεψαν τὴν λήψιν μέτρων ὑπὸ τῶν Ἑλληνικοῦ Προξενείου Προύσσης θὰ τιμωρηθῶσιν αὐστηρῶς.: [382, 488, 647, 584]
- paragraph-text: κοιτὼν καλὸς καὶ μὴ πολυτελέστατος. Πληροφορίαι παρ' ἡμῖν.: [1215, 2090, 1490, 2122]
- masthead-title: ΝΕΩΤΕΡΑ: [417, 173, 912, 246]
- col3-paragraph: Ὁ ἐπίλοιπος Ρουμανικὸς στρατὸς θὰ λάβῃ θέσιν ἐπὶ τοῦ Δουνάβεως ἕως Σιστόβιον καὶ θὰ ἐπιτεθῇ κατὰ τῆς Βουλγαρίας, ἐνῷ μέρος τοῦ Αὐστρο-Οὐγγρικοῦ στρατοῦ θὰ εἰσβάλῃ εἰς τὴν Σερβίαν.: [658, 1204, 924, 1300]
- subheading: Εἰς τὸ Ζαγάζι: [464, 825, 565, 841]
